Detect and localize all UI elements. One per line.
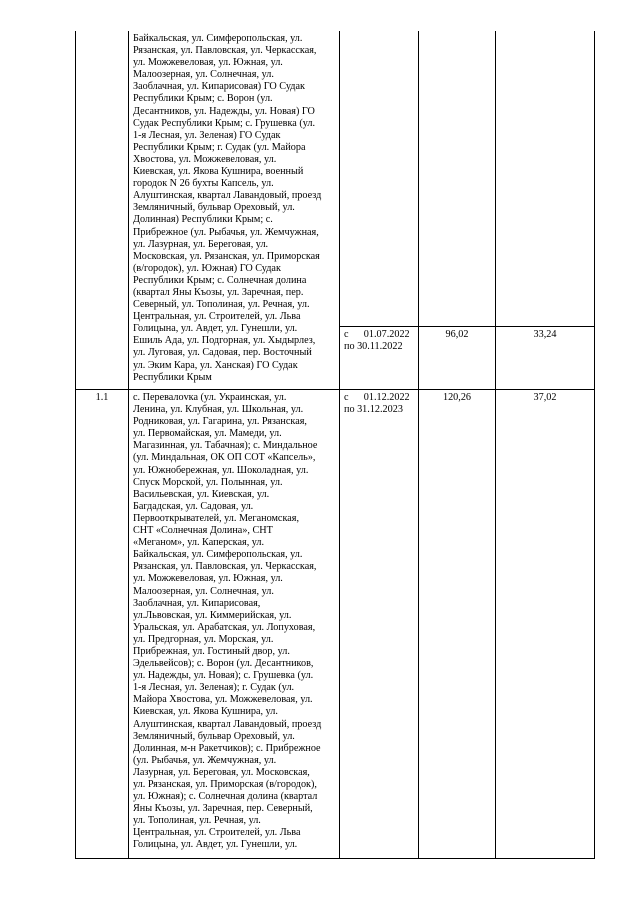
value1-cell-second: 120,26: [442, 392, 471, 403]
address-line: Рязанская, ул. Павловская, ул. Черкасская,: [133, 561, 317, 573]
address-line: Ешиль Ада, ул. Подгорная, ул. Хыдырлез,: [133, 335, 316, 347]
address-line: ул. Можжевеловая, ул. Южная, ул.: [133, 573, 283, 585]
address-line: ул. Предгорная, ул. Морская, ул.: [133, 633, 274, 645]
address-line: Прибрежная, ул. Гостиный двор, ул.: [133, 645, 290, 657]
address-line: ул. Южная); с. Солнечная долина (квартал: [133, 791, 318, 803]
address-line: Республики Крым: [133, 371, 212, 383]
address-line: Майора Хвостова, ул. Можжевеловая, ул.: [133, 694, 313, 706]
period-cell-second: [344, 392, 418, 416]
address-line: Голицына, ул. Авдет, ул. Гунешли, ул.: [133, 839, 298, 851]
address-line: Магазинная, ул. Табачная); с. Миндальное: [133, 440, 318, 452]
address-line: Байкальская, ул. Симферопольская, ул.: [133, 33, 303, 44]
address-line: Центральная, ул. Строителей, ул. Льва: [133, 311, 301, 323]
address-line: Киевская, ул. Якова Кушнира, ул.: [133, 706, 278, 718]
address-line: Первооткрывателей, ул. Меганомская,: [133, 512, 300, 524]
address-line: ул. Надежды, ул. Новая); с. Грушевка (ул.: [133, 670, 314, 682]
address-line: Васильевская, ул. Киевская, ул.: [133, 488, 270, 500]
value2-cell-top: 33,24: [533, 329, 557, 340]
address-line: с. Перевалovка (ул. Украинская, ул.: [133, 392, 287, 403]
address-line: Алуштинская, квартал Лавандовый, проезд: [133, 718, 322, 730]
row-number-cell: 1.1: [95, 392, 109, 403]
address-line: ул. Можжевеловая, ул. Южная, ул.: [133, 57, 283, 69]
address-line: (ул. Миндальная, ОК ОП СОТ «Капсель»,: [133, 452, 316, 464]
address-line: (ул. Рыбачья, ул. Жемчужная, ул.: [133, 754, 277, 766]
address-line: Байкальская, ул. Симферопольская, ул.: [133, 549, 303, 561]
column-divider-1: [128, 31, 129, 859]
address-cell-second: [133, 392, 337, 852]
address-line: Яны Къозы, ул. Заречная, пер. Северный,: [133, 803, 313, 815]
address-line: Московская, ул. Рязанская, ул. Приморская: [133, 250, 320, 262]
address-line: ул. Лазурная, ул. Береговая, ул.: [133, 238, 269, 250]
address-line: 1-я Лесная, ул. Зеленая) ГО Судак: [133, 129, 281, 141]
address-line: Киевская, ул. Якова Кушнира, военный: [133, 166, 304, 178]
period-end: по 31.12.2023: [344, 404, 403, 416]
address-line: Малоозерная, ул. Солнечная, ул.: [133, 69, 274, 81]
address-line: ул.Львовская, ул. Киммерийская, ул.: [133, 609, 292, 621]
address-line: СНТ «Солнечная Долина», СНТ: [133, 525, 273, 537]
address-line: Республики Крым; с. Ворон (ул.: [133, 93, 273, 105]
table-border-right: [594, 31, 595, 859]
address-line: Долинная) Республики Крым; с.: [133, 214, 273, 226]
address-line: Малоозерная, ул. Солнечная, ул.: [133, 585, 274, 597]
address-line: «Меганом», ул. Каперская, ул.: [133, 537, 265, 549]
period-start: с 01.12.2022: [344, 392, 410, 403]
address-line: Спуск Морской, ул. Полынная, ул.: [133, 476, 283, 488]
address-line: 1-я Лесная, ул. Зеленая); г. Судак (ул.: [133, 682, 295, 694]
address-line: (в/городок), ул. Южная) ГО Судак: [133, 262, 281, 274]
address-line: Долинная, м-н Ракетчиков); с. Прибрежное: [133, 742, 321, 754]
address-line: Земляничный, бульвар Ореховый, ул.: [133, 202, 295, 214]
address-line: ул. Эким Кара, ул. Ханская) ГО Судак: [133, 359, 298, 371]
period-start: с 01.07.2022: [344, 329, 410, 340]
address-line: ул. Рязанская, ул. Приморская (в/городок),: [133, 779, 317, 790]
value1-cell-top: 96,02: [445, 329, 469, 340]
address-line: Рязанская, ул. Павловская, ул. Черкасская,: [133, 45, 317, 57]
address-line: Заоблачная, ул. Кипарисовая) ГО Судак: [133, 81, 305, 93]
address-line: (квартал Яны Къозы, ул. Заречная, пер.: [133, 286, 304, 298]
table-border-bottom: [75, 858, 595, 859]
address-line: ул. Тополиная, ул. Речная, ул.: [133, 815, 261, 827]
value2-cell-second: 37,02: [533, 392, 557, 403]
address-line: Эдельвейсов); с. Ворон (ул. Десантников,: [133, 658, 314, 670]
address-line: ул. Южнобережная, ул. Шоколадная, ул.: [133, 464, 309, 476]
address-line: Лазурная, ул. Береговая, ул. Московская,: [133, 766, 310, 778]
address-line: городок N 26 бухты Капсель, ул.: [133, 178, 274, 190]
address-line: ул. Луговая, ул. Садовая, пер. Восточный: [133, 347, 312, 359]
row-divider-subrow: [339, 326, 595, 327]
address-line: Уральская, ул. Арабатская, ул. Лопуховая,: [133, 621, 316, 633]
address-line: Хвостова, ул. Можжевеловая, ул.: [133, 153, 277, 165]
column-divider-4: [495, 31, 496, 859]
table-border-left: [75, 31, 76, 859]
address-line: Земляничный, бульвар Ореховый, ул.: [133, 730, 295, 742]
address-line: Алуштинская, квартал Лавандовый, проезд: [133, 190, 322, 202]
address-line: Десантников, ул. Надежды, ул. Новая) ГО: [133, 105, 315, 117]
address-line: ул. Первомайская, ул. Мамеди, ул.: [133, 428, 282, 440]
row-divider-main: [75, 389, 595, 390]
address-line: Родниковая, ул. Гагарина, ул. Рязанская,: [133, 416, 307, 428]
address-line: Центральная, ул. Строителей, ул. Льва: [133, 827, 301, 839]
address-line: Ленина, ул. Клубная, ул. Школьная, ул.: [133, 404, 304, 416]
address-line: Судак Республики Крым; с. Грушевка (ул.: [133, 117, 316, 129]
address-line: Республики Крым; г. Судак (ул. Майора: [133, 141, 306, 153]
address-line: Северный, ул. Тополиная, ул. Речная, ул.: [133, 299, 310, 311]
period-cell-top: [344, 329, 418, 353]
column-divider-3: [418, 31, 419, 859]
address-line: Заоблачная, ул. Кипарисовая,: [133, 597, 261, 609]
address-line: Прибрежное (ул. Рыбачья, ул. Жемчужная,: [133, 226, 319, 238]
address-line: Багдадская, ул. Садовая, ул.: [133, 500, 254, 512]
period-end: по 30.11.2022: [344, 341, 403, 353]
address-cell-top: [133, 33, 337, 384]
address-line: Республики Крым; с. Солнечная долина: [133, 274, 307, 286]
address-line: Голицына, ул. Авдет, ул. Гунешли, ул.: [133, 323, 298, 335]
column-divider-2: [339, 31, 340, 859]
